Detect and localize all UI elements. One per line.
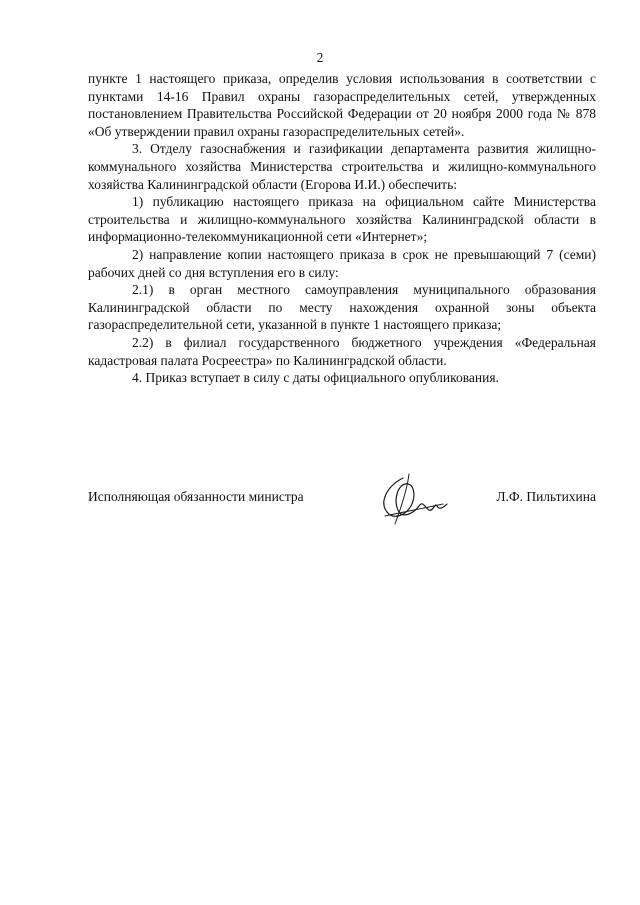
paragraph-subitem-2-2: 2.2) в филиал государственного бюджетного учреждения «Федеральная кадастровая палата Росреестра» по Калининградской области. <box>88 334 596 368</box>
paragraph-item-3: 3. Отделу газоснабжения и газификации департамента развития жилищно-коммунального хозяйства Министерства строительства и жилищно-коммунального хозяйства Калининградской области (Егорова И.И.) обеспечить: <box>88 141 596 192</box>
signatory-title: Исполняющая обязанности министра <box>88 489 304 504</box>
paragraph-subitem-2-1: 2.1) в орган местного самоуправления муниципального образования Калининградской области по месту нахождения охранной зоны объекта газораспределительной сети, указанной в пункте 1 настоящего приказа; <box>88 282 596 333</box>
paragraph-continuation: пункте 1 настоящего приказа, определив условия использования в соответствии с пунктами 14-16 Правил охраны газораспределительных сетей, утвержденных постановлением Правительства Российской Федерации от 20 ноября 2000 года № 878 «Об утверждении правил охраны газораспределительных сетей». <box>88 71 596 139</box>
paragraph-item-4: 4. Приказ вступает в силу с даты официального опубликования. <box>132 370 499 386</box>
paragraph-subitem-2: 2) направление копии настоящего приказа в срок не превышающий 7 (семи) рабочих дней со дня вступления его в силу: <box>88 246 596 280</box>
handwritten-signature <box>373 472 463 528</box>
signatory-name: Л.Ф. Пильтихина <box>496 489 596 504</box>
page-number: 2 <box>316 50 324 65</box>
document-body <box>88 70 596 387</box>
signature-block <box>88 478 596 528</box>
paragraph-subitem-1: 1) публикацию настоящего приказа на официальном сайте Министерства строительства и жилищно-коммунального хозяйства Калининградской области в информационно-телекоммуникационной сети «Интернет»; <box>88 194 596 245</box>
